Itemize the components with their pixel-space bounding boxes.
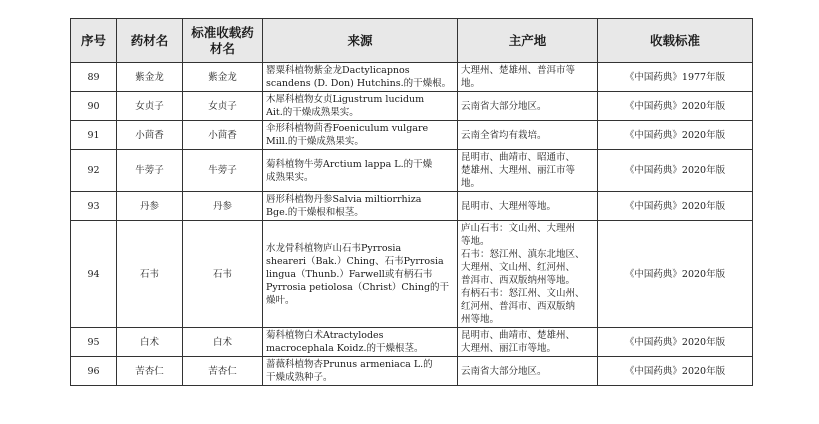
table-row xyxy=(71,192,753,221)
cell-name: 石韦 xyxy=(117,221,183,328)
cell-origin xyxy=(458,357,598,386)
table-row xyxy=(71,121,753,150)
cell-name: 小茴香 xyxy=(117,121,183,150)
cell-source-line: 水龙骨科植物庐山石韦Pyrrosia xyxy=(266,242,402,254)
cell-standard: 《中国药典》1977年版 xyxy=(598,63,753,92)
cell-origin-line: 有柄石韦：怒江州、文山州、 xyxy=(461,288,585,299)
cell-source xyxy=(263,121,458,150)
cell-std-name: 紫金龙 xyxy=(183,63,263,92)
cell-source-line: 罂粟科植物紫金龙Dactylicapnos xyxy=(266,65,410,76)
cell-origin-line: 云南全省均有栽培。 xyxy=(461,129,547,141)
cell-std-name: 丹参 xyxy=(183,192,263,221)
cell-source-line: 木犀科植物女贞Ligustrum lucidum xyxy=(266,94,425,105)
cell-origin-line: 昆明市、大理州等地。 xyxy=(461,200,557,212)
cell-source-line: 干燥成熟种子。 xyxy=(266,372,333,383)
cell-source-line: sheareri（Bak.）Ching、石韦Pyrrosia xyxy=(266,255,444,267)
cell-name: 紫金龙 xyxy=(117,63,183,92)
cell-origin-line: 昆明市、曲靖市、昭通市、 xyxy=(461,152,576,163)
cell-standard: 《中国药典》2020年版 xyxy=(598,192,753,221)
herb-standards-table xyxy=(70,18,753,386)
cell-no: 91 xyxy=(71,121,117,150)
table-row xyxy=(71,357,753,386)
cell-origin xyxy=(458,63,598,92)
cell-origin-line: 云南省大部分地区。 xyxy=(461,365,547,377)
cell-origin-line: 普洱市、西双版纳州等地。 xyxy=(461,275,576,286)
cell-source-line: Pyrrosia petiolosa（Christ）Ching的干 xyxy=(266,281,450,293)
header-row xyxy=(71,19,753,63)
cell-standard: 《中国药典》2020年版 xyxy=(598,150,753,192)
cell-standard: 《中国药典》2020年版 xyxy=(598,92,753,121)
cell-no: 92 xyxy=(71,150,117,192)
table-row xyxy=(71,92,753,121)
cell-standard: 《中国药典》2020年版 xyxy=(598,328,753,357)
table-row xyxy=(71,150,753,192)
cell-origin-line: 州等地。 xyxy=(461,314,500,325)
cell-source-line: Bge.的干燥根和根茎。 xyxy=(266,207,364,218)
cell-origin-line: 大理州、文山州、红河州、 xyxy=(461,262,576,273)
cell-source xyxy=(263,192,458,221)
cell-standard: 《中国药典》2020年版 xyxy=(598,121,753,150)
cell-name: 牛蒡子 xyxy=(117,150,183,192)
cell-name: 女贞子 xyxy=(117,92,183,121)
cell-no: 90 xyxy=(71,92,117,121)
header-origin: 主产地 xyxy=(458,19,598,63)
cell-origin xyxy=(458,221,598,328)
header-no: 序号 xyxy=(71,19,117,63)
cell-origin-line: 大理州、楚雄州、普洱市等 xyxy=(461,65,576,76)
header-name: 药材名 xyxy=(117,19,183,63)
cell-source-line: 燥叶。 xyxy=(266,294,295,306)
cell-source-line: Ait.的干燥成熟果实。 xyxy=(266,107,359,118)
table-row xyxy=(71,63,753,92)
cell-source-line: lingua（Thunb.）Farwell或有柄石韦 xyxy=(266,268,433,280)
cell-standard: 《中国药典》2020年版 xyxy=(598,357,753,386)
cell-source-line: 菊科植物白术Atractylodes xyxy=(266,330,384,341)
cell-source-line: 成熟果实。 xyxy=(266,171,314,183)
cell-source-line: 唇形科植物丹参Salvia miltiorrhiza xyxy=(266,194,422,205)
cell-source xyxy=(263,63,458,92)
cell-no: 93 xyxy=(71,192,117,221)
cell-std-name: 石韦 xyxy=(183,221,263,328)
cell-source-line: macrocephala Koidz.的干燥根茎。 xyxy=(266,343,424,354)
cell-no: 89 xyxy=(71,63,117,92)
cell-name: 苦杏仁 xyxy=(117,357,183,386)
cell-no: 96 xyxy=(71,357,117,386)
cell-source xyxy=(263,92,458,121)
cell-origin-line: 地。 xyxy=(461,78,481,89)
cell-std-name: 苦杏仁 xyxy=(183,357,263,386)
table-row xyxy=(71,221,753,328)
cell-std-name: 小茴香 xyxy=(183,121,263,150)
cell-source xyxy=(263,221,458,328)
cell-no: 95 xyxy=(71,328,117,357)
cell-source-line: 菊科植物牛蒡Arctium lappa L.的干燥 xyxy=(266,158,433,170)
table-row xyxy=(71,328,753,357)
cell-origin-line: 庐山石韦：文山州、大理州 xyxy=(461,223,576,234)
cell-source-line: 蔷薇科植物杏Prunus armeniaca L.的 xyxy=(266,359,433,370)
cell-origin xyxy=(458,150,598,192)
header-std-name: 标准收载药材名 xyxy=(183,19,263,63)
cell-source xyxy=(263,150,458,192)
cell-origin-line: 石韦：怒江州、滇东北地区、 xyxy=(461,249,585,260)
cell-source xyxy=(263,328,458,357)
cell-source-line: scandens (D. Don) Hutchins.的干燥根。 xyxy=(266,78,452,89)
header-source: 来源 xyxy=(263,19,458,63)
cell-source xyxy=(263,357,458,386)
cell-no: 94 xyxy=(71,221,117,328)
cell-standard: 《中国药典》2020年版 xyxy=(598,221,753,328)
cell-origin xyxy=(458,192,598,221)
cell-origin-line: 云南省大部分地区。 xyxy=(461,100,547,112)
cell-name: 丹参 xyxy=(117,192,183,221)
cell-std-name: 白术 xyxy=(183,328,263,357)
cell-source-line: 伞形科植物茴香Foeniculum vulgare xyxy=(266,123,429,134)
cell-origin-line: 等地。 xyxy=(461,236,490,247)
cell-origin-line: 红河州、普洱市、西双版纳 xyxy=(461,301,576,312)
cell-origin-line: 大理州、丽江市等地。 xyxy=(461,343,557,354)
cell-origin xyxy=(458,92,598,121)
cell-std-name: 女贞子 xyxy=(183,92,263,121)
cell-origin-line: 昆明市、曲靖市、楚雄州、 xyxy=(461,330,576,341)
cell-origin xyxy=(458,121,598,150)
header-standard: 收载标准 xyxy=(598,19,753,63)
cell-origin xyxy=(458,328,598,357)
cell-origin-line: 地。 xyxy=(461,178,481,189)
cell-name: 白术 xyxy=(117,328,183,357)
cell-origin-line: 楚雄州、大理州、丽江市等 xyxy=(461,165,576,176)
cell-std-name: 牛蒡子 xyxy=(183,150,263,192)
cell-source-line: Mill.的干燥成熟果实。 xyxy=(266,136,364,147)
